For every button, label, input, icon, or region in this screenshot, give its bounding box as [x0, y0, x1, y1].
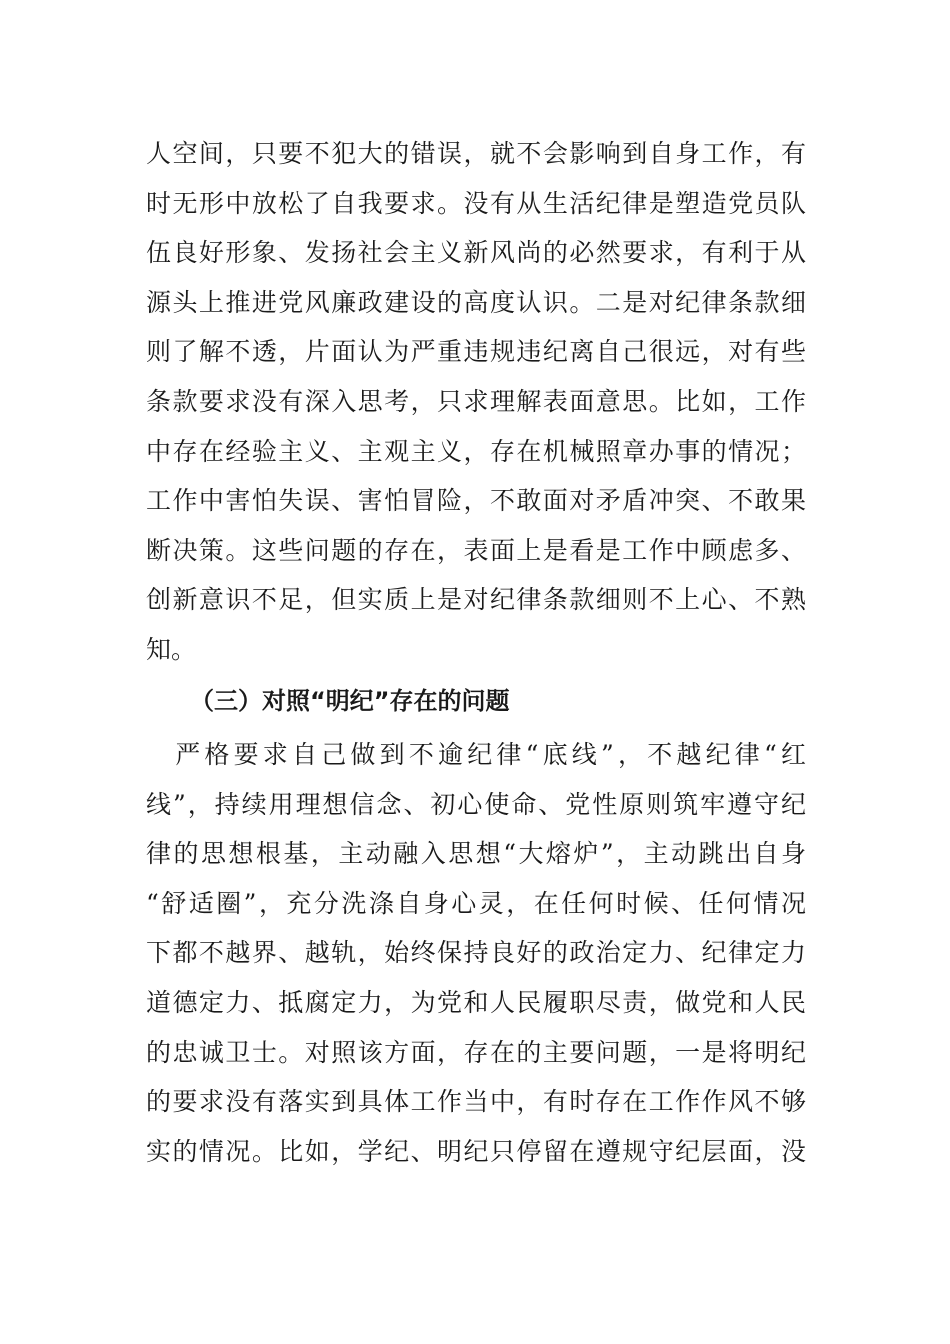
paragraph-line: 严格要求自己做到不逾纪律“底线”，不越纪律“红: [146, 740, 806, 769]
paragraph-line: 源头上推进党风廉政建设的高度认识。二是对纪律条款细: [146, 287, 806, 317]
paragraph-line: 实的情况。比如，学纪、明纪只停留在遵规守纪层面，没: [146, 1136, 806, 1166]
paragraph-line: 下都不越界、越轨，始终保持良好的政治定力、纪律定力: [146, 938, 806, 968]
paragraph-line: 知。: [146, 634, 197, 664]
paragraph-line: “舒适圈”，充分洗涤自身心灵，在任何时候、任何情况: [146, 888, 806, 918]
paragraph-line: 则了解不透，片面认为严重违规违纪离自己很远，对有些: [146, 337, 806, 367]
paragraph-line: 律的思想根基，主动融入思想“大熔炉”，主动跳出自身: [146, 839, 806, 869]
paragraph-line: 时无形中放松了自我要求。没有从生活纪律是塑造党员队: [146, 188, 806, 218]
paragraph-line: 条款要求没有深入思考，只求理解表面意思。比如，工作: [146, 386, 806, 416]
paragraph-line: 创新意识不足，但实质上是对纪律条款细则不上心、不熟: [146, 585, 806, 615]
paragraph-line: 线”，持续用理想信念、初心使命、党性原则筑牢遵守纪: [146, 789, 806, 819]
paragraph-line: 的忠诚卫士。对照该方面，存在的主要问题，一是将明纪: [146, 1037, 806, 1067]
section-two-continuation: [146, 129, 806, 675]
paragraph-line: 的要求没有落实到具体工作当中，有时存在工作作风不够: [146, 1087, 806, 1117]
section-three-paragraph: [146, 730, 806, 1176]
section-three-heading: （三）对照“明纪”存在的问题: [190, 687, 510, 715]
paragraph-line: 道德定力、抵腐定力，为党和人民履职尽责，做党和人民: [146, 987, 806, 1017]
paragraph-line: 工作中害怕失误、害怕冒险，不敢面对矛盾冲突、不敢果: [146, 486, 806, 516]
paragraph-line: 人空间，只要不犯大的错误，就不会影响到自身工作，有: [146, 139, 806, 168]
paragraph-line: 断决策。这些问题的存在，表面上是看是工作中顾虑多、: [146, 535, 806, 565]
paragraph-line: 伍良好形象、发扬社会主义新风尚的必然要求，有利于从: [146, 238, 806, 268]
paragraph-line: 中存在经验主义、主观主义，存在机械照章办事的情况；: [146, 436, 806, 466]
